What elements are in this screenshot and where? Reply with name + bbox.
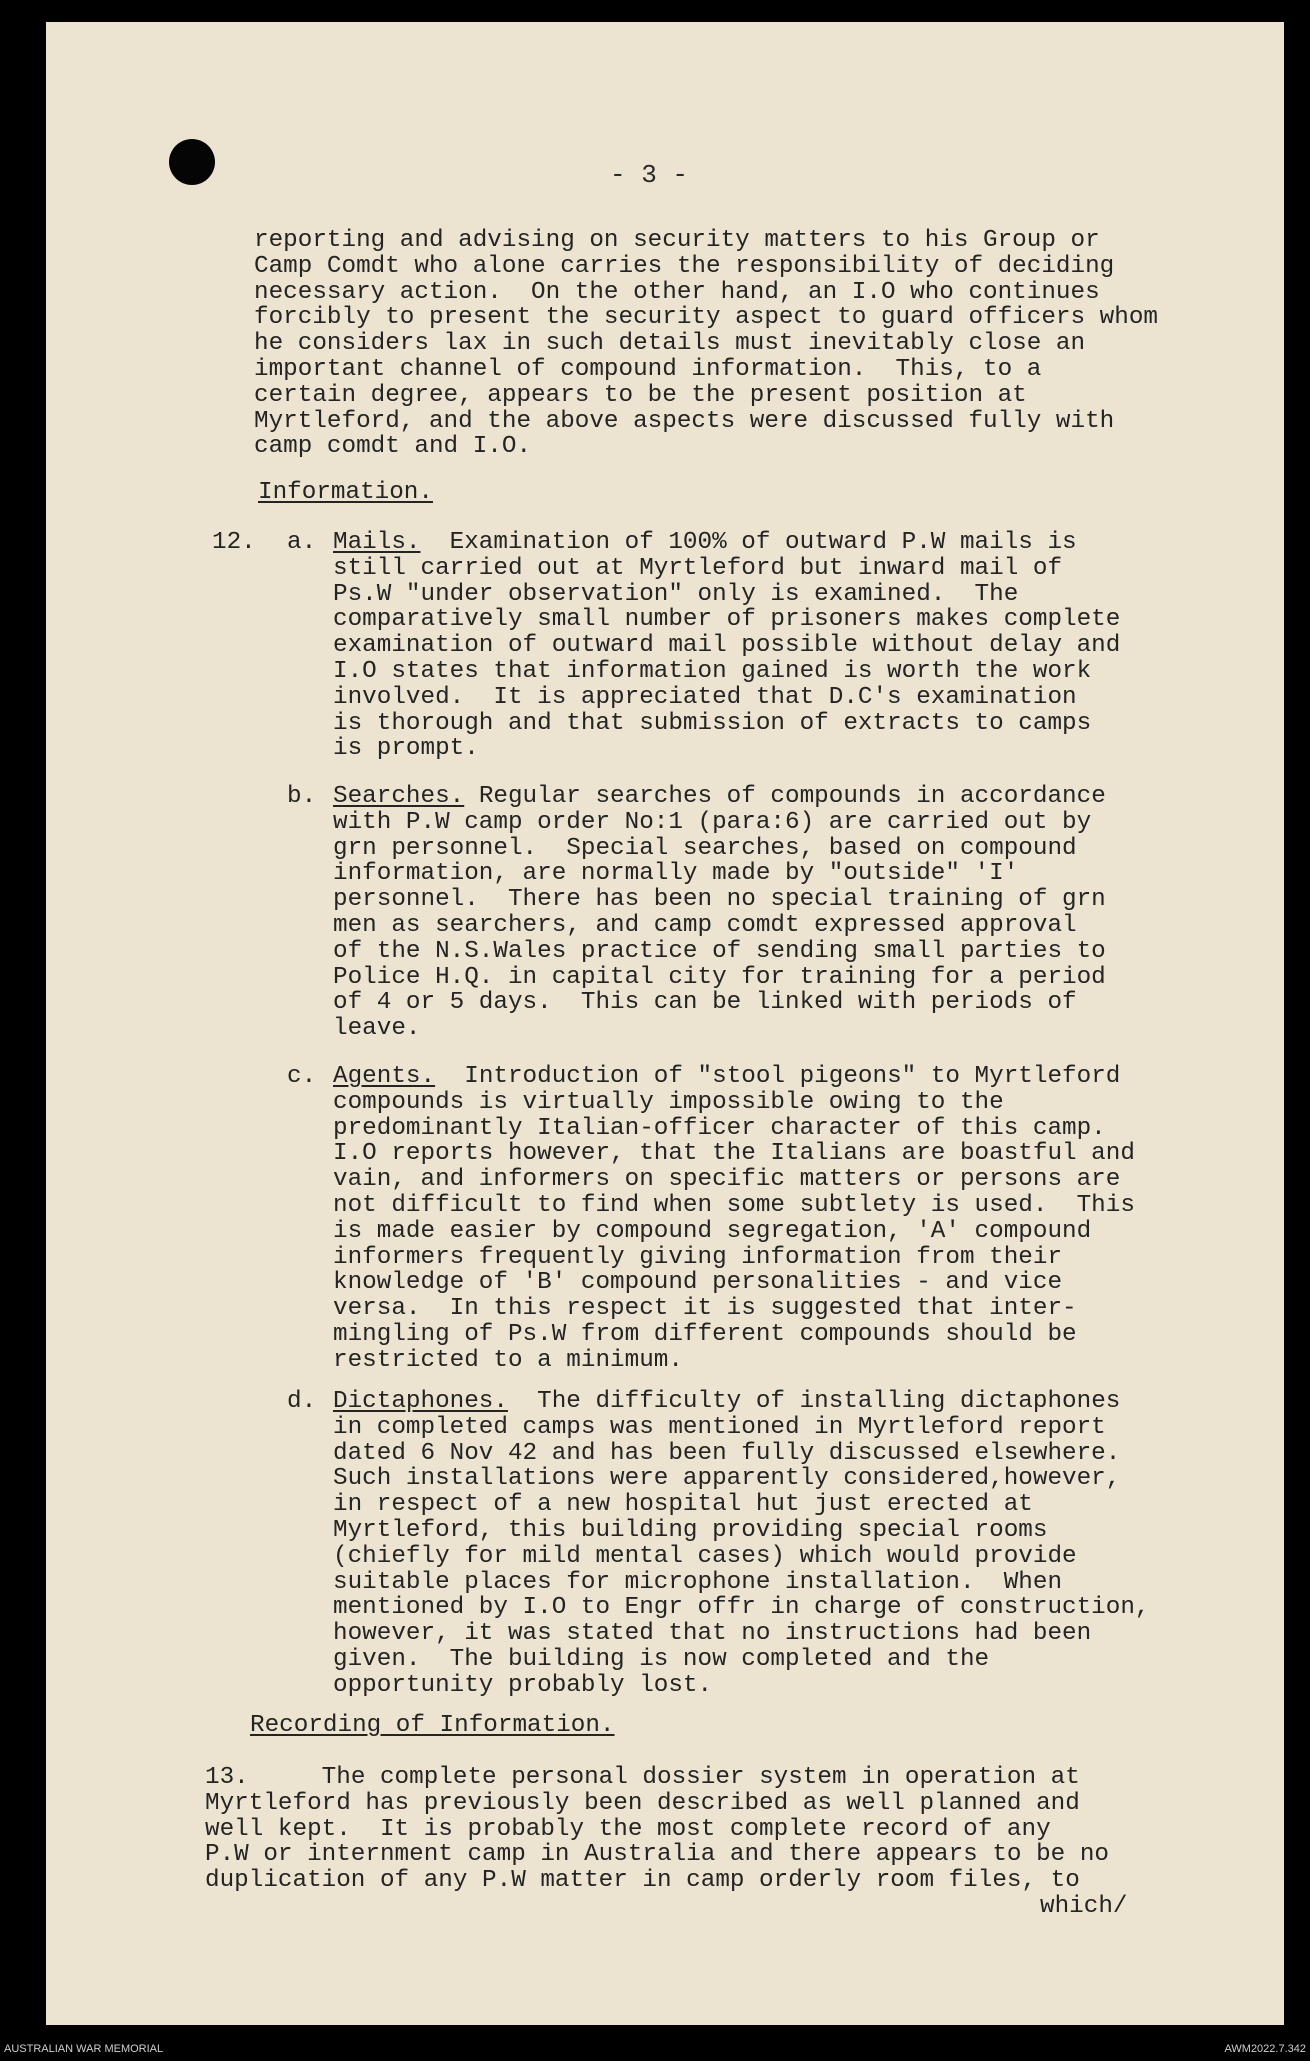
mails-line: is thorough and that submission of extracts to camps xyxy=(333,709,1092,737)
intro-line: important channel of compound information. This, to a xyxy=(254,356,1042,383)
intro-line: reporting and advising on security matters to his Group or xyxy=(254,227,1100,254)
agents-line: compounds is virtually impossible owing to the xyxy=(333,1088,1004,1116)
searches-letter: b. xyxy=(287,783,317,810)
mails-line: still carried out at Myrtleford but inward mail of xyxy=(333,554,1063,582)
page-number: - 3 - xyxy=(610,160,689,190)
agents-line: versa. In this respect it is suggested that inter- xyxy=(333,1295,1077,1323)
agents-first-text: Introduction of "stool pigeons" to Myrtleford xyxy=(435,1063,1121,1090)
dictaphones-line: mentioned by I.O to Engr offr in charge of construction, xyxy=(333,1594,1150,1622)
heading-information: Information. xyxy=(258,479,433,506)
searches-first-text: Regular searches of compounds in accordance xyxy=(464,783,1106,810)
heading-recording: Recording of Information. xyxy=(250,1712,615,1739)
agents-line: restricted to a minimum. xyxy=(333,1346,683,1374)
intro-line: he considers lax in such details must inevitably close an xyxy=(254,330,1086,358)
para13-line: duplication of any P.W matter in camp orderly room files, to xyxy=(205,1867,1080,1895)
agents-letter: c. xyxy=(287,1063,317,1090)
para12-number: 12. xyxy=(212,529,256,556)
dictaphones-first-line xyxy=(333,1389,1120,1415)
intro-line: certain degree, appears to be the present position at xyxy=(254,381,1027,409)
intro-line: Myrtleford, and the above aspects were discussed fully with xyxy=(254,407,1115,435)
searches-line: grn personnel. Special searches, based on compound xyxy=(333,834,1077,862)
dictaphones-line: suitable places for microphone installation. When xyxy=(333,1568,1063,1596)
dictaphones-title: Dictaphones. xyxy=(333,1388,508,1415)
dictaphones-line: in respect of a new hospital hut just erected at xyxy=(333,1491,1033,1519)
dictaphones-line: Myrtleford, this building providing special rooms xyxy=(333,1517,1048,1544)
agents-line: informers frequently giving information from their xyxy=(333,1243,1063,1271)
dictaphones-line: (chiefly for mild mental cases) which would provide xyxy=(333,1542,1077,1570)
dictaphones-first-text: The difficulty of installing dictaphones xyxy=(507,1388,1121,1415)
searches-line: personnel. There has been no special training of grn xyxy=(333,886,1106,914)
agents-line: vain, and informers on specific matters or persons are xyxy=(333,1166,1121,1194)
para13-line: P.W or internment camp in Australia and there appears to be no xyxy=(205,1841,1109,1869)
mails-line: comparatively small number of prisoners makes complete xyxy=(333,606,1121,634)
searches-title: Searches. xyxy=(333,783,465,810)
dictaphones-line: Such installations were apparently considered,however, xyxy=(333,1465,1121,1493)
agents-line: I.O reports however, that the Italians are boastful and xyxy=(333,1140,1135,1168)
agents-line: predominantly Italian-officer character of this camp. xyxy=(333,1114,1106,1142)
mails-line: is prompt. xyxy=(333,735,479,763)
mails-letter: a. xyxy=(287,529,317,556)
mails-title: Mails. xyxy=(333,529,421,556)
footer-left: AUSTRALIAN WAR MEMORIAL xyxy=(4,2043,164,2055)
dictaphones-line: opportunity probably lost. xyxy=(333,1671,713,1699)
agents-line: knowledge of 'B' compound personalities - and vice xyxy=(333,1269,1063,1297)
intro-line: forcibly to present the security aspect to guard officers whom xyxy=(254,304,1158,332)
mails-line: I.O states that information gained is worth the work xyxy=(333,658,1092,685)
agents-line: is made easier by compound segregation, 'A' compound xyxy=(333,1217,1092,1245)
para13-number: 13. xyxy=(205,1764,249,1791)
searches-line: of the N.S.Wales practice of sending small parties to xyxy=(333,937,1106,965)
mails-first-text: Examination of 100% of outward P.W mails is xyxy=(420,529,1077,556)
dictaphones-line: however, it was stated that no instructions had been xyxy=(333,1620,1092,1648)
searches-line: of 4 or 5 days. This can be linked with periods of xyxy=(333,989,1077,1017)
mails-line: involved. It is appreciated that D.C's examination xyxy=(333,683,1077,711)
searches-line: with P.W camp order No:1 (para:6) are carried out by xyxy=(333,808,1092,836)
agents-title: Agents. xyxy=(333,1063,436,1090)
intro-line: necessary action. On the other hand, an I.O who continues xyxy=(254,278,1100,306)
agents-line: not difficult to find when some subtlety is used. This xyxy=(333,1192,1135,1219)
intro-line: camp comdt and I.O. xyxy=(254,433,532,461)
mails-line: Ps.W "under observation" only is examined. The xyxy=(333,580,1019,608)
dictaphones-line: dated 6 Nov 42 and has been fully discussed elsewhere. xyxy=(333,1439,1121,1467)
para13-first-text: The complete personal dossier system in operation at xyxy=(248,1764,1080,1791)
mails-first-line xyxy=(333,530,1077,556)
footer-right: AWM2022.7.342 xyxy=(1224,2043,1306,2055)
para13-line: well kept. It is probably the most complete record of any xyxy=(205,1815,1051,1843)
mails-line: examination of outward mail possible without delay and xyxy=(333,632,1121,660)
para13-line: Myrtleford has previously been described as well planned and xyxy=(205,1789,1080,1817)
dictaphones-line: given. The building is now completed and the xyxy=(333,1646,990,1673)
para13-first-line xyxy=(205,1765,1080,1791)
searches-first-line xyxy=(333,784,1106,810)
catchword: which/ xyxy=(1040,1893,1128,1920)
searches-line: men as searchers, and camp comdt expressed approval xyxy=(333,912,1077,939)
agents-first-line xyxy=(333,1064,1120,1090)
dictaphones-line: in completed camps was mentioned in Myrtleford report xyxy=(333,1413,1106,1441)
agents-line: mingling of Ps.W from different compounds should be xyxy=(333,1321,1077,1348)
dictaphones-letter: d. xyxy=(287,1388,317,1415)
searches-line: information, are normally made by "outside" 'I' xyxy=(333,860,1019,888)
searches-line: leave. xyxy=(333,1015,421,1043)
searches-line: Police H.Q. in capital city for training for a period xyxy=(333,963,1106,991)
intro-line: Camp Comdt who alone carries the responsibility of deciding xyxy=(254,252,1115,280)
